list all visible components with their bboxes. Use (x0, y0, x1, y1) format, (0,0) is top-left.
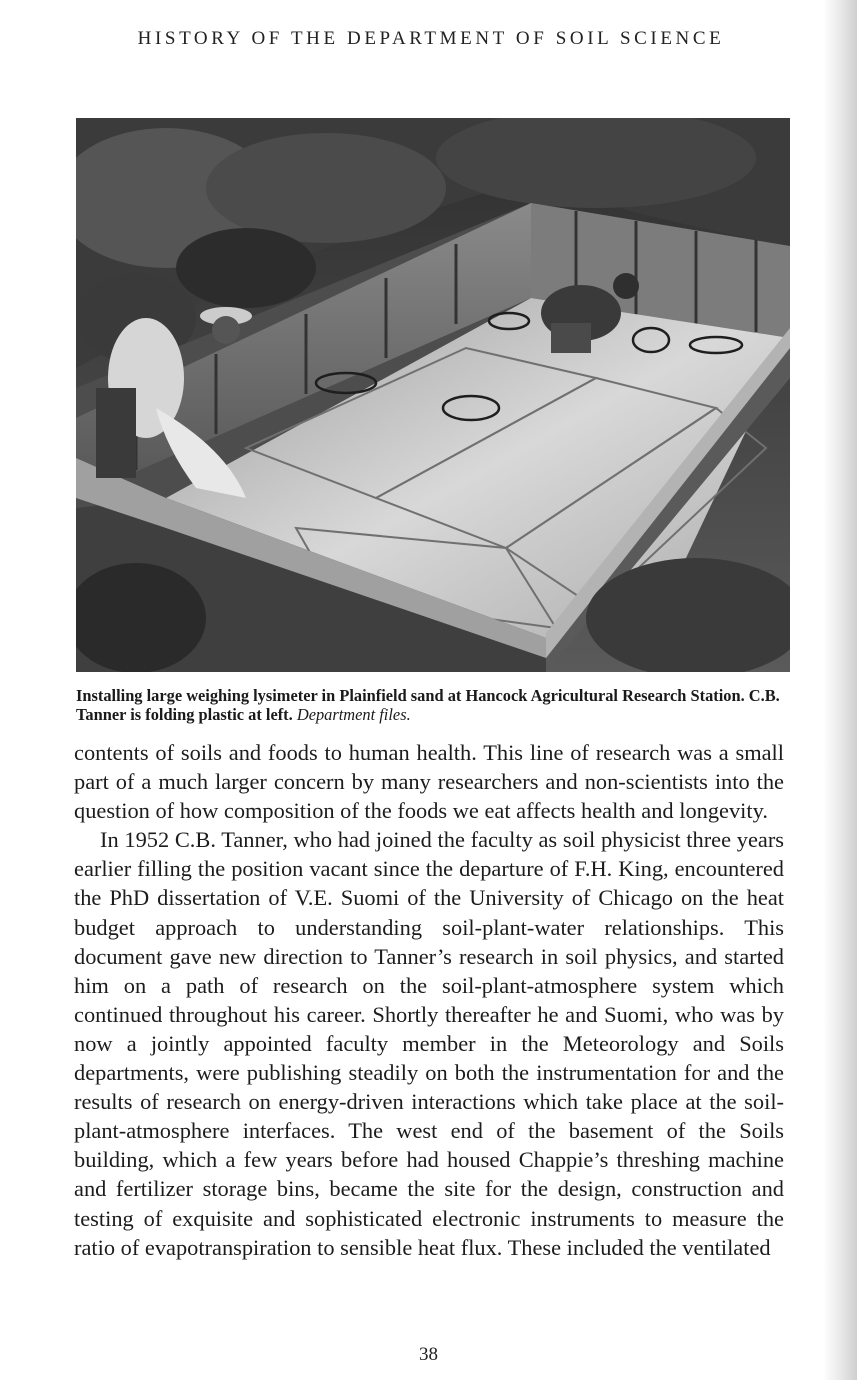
running-head: HISTORY OF THE DEPARTMENT OF SOIL SCIENCE (137, 28, 725, 49)
page-number: 38 (419, 1344, 438, 1365)
paragraph-1: contents of soils and foods to human health. This line of research was a small part of a much larger concern by many researchers and non-scientists into the question of how composition of the foods we eat affects health and longevity. (74, 740, 784, 824)
body-text (74, 738, 784, 1262)
caption-credit: Department files. (296, 705, 411, 724)
lysimeter-photo (76, 118, 790, 672)
photo-caption (76, 686, 790, 724)
page-edge-shadow (823, 0, 857, 1380)
caption-text: Installing large weighing lysimeter in Plainfield sand at Hancock Agricultural Research Station. C.B. Tanner is folding plastic at left. (76, 686, 780, 724)
paragraph-2: In 1952 C.B. Tanner, who had joined the faculty as soil physicist three years earlier filling the position vacant since the departure of F.H. King, encountered the PhD dissertation of V.E. Suomi of the University of Chicago on the heat budget approach to understanding soil-plant-water relationships. This document gave new direction to Tanner’s research in soil physics, and started him on a path of research on the soil-plant-atmosphere system which continued throughout his career. Shortly thereafter he and Suomi, who was by now a jointly appointed faculty member in the Meteorology and Soils departments, were publishing steadily on both the instrumentation for and the results of research on energy-driven interactions which take place at the soil-plant-atmosphere interfaces. The west end of the basement of the Soils building, which a few years before had housed Chappie’s threshing machine and fertilizer storage bins, became the site for the design, construction and testing of exquisite and sophisticated electronic instruments to measure the ratio of evapotranspiration to sensible heat flux. These included the ventilated (74, 827, 784, 1260)
